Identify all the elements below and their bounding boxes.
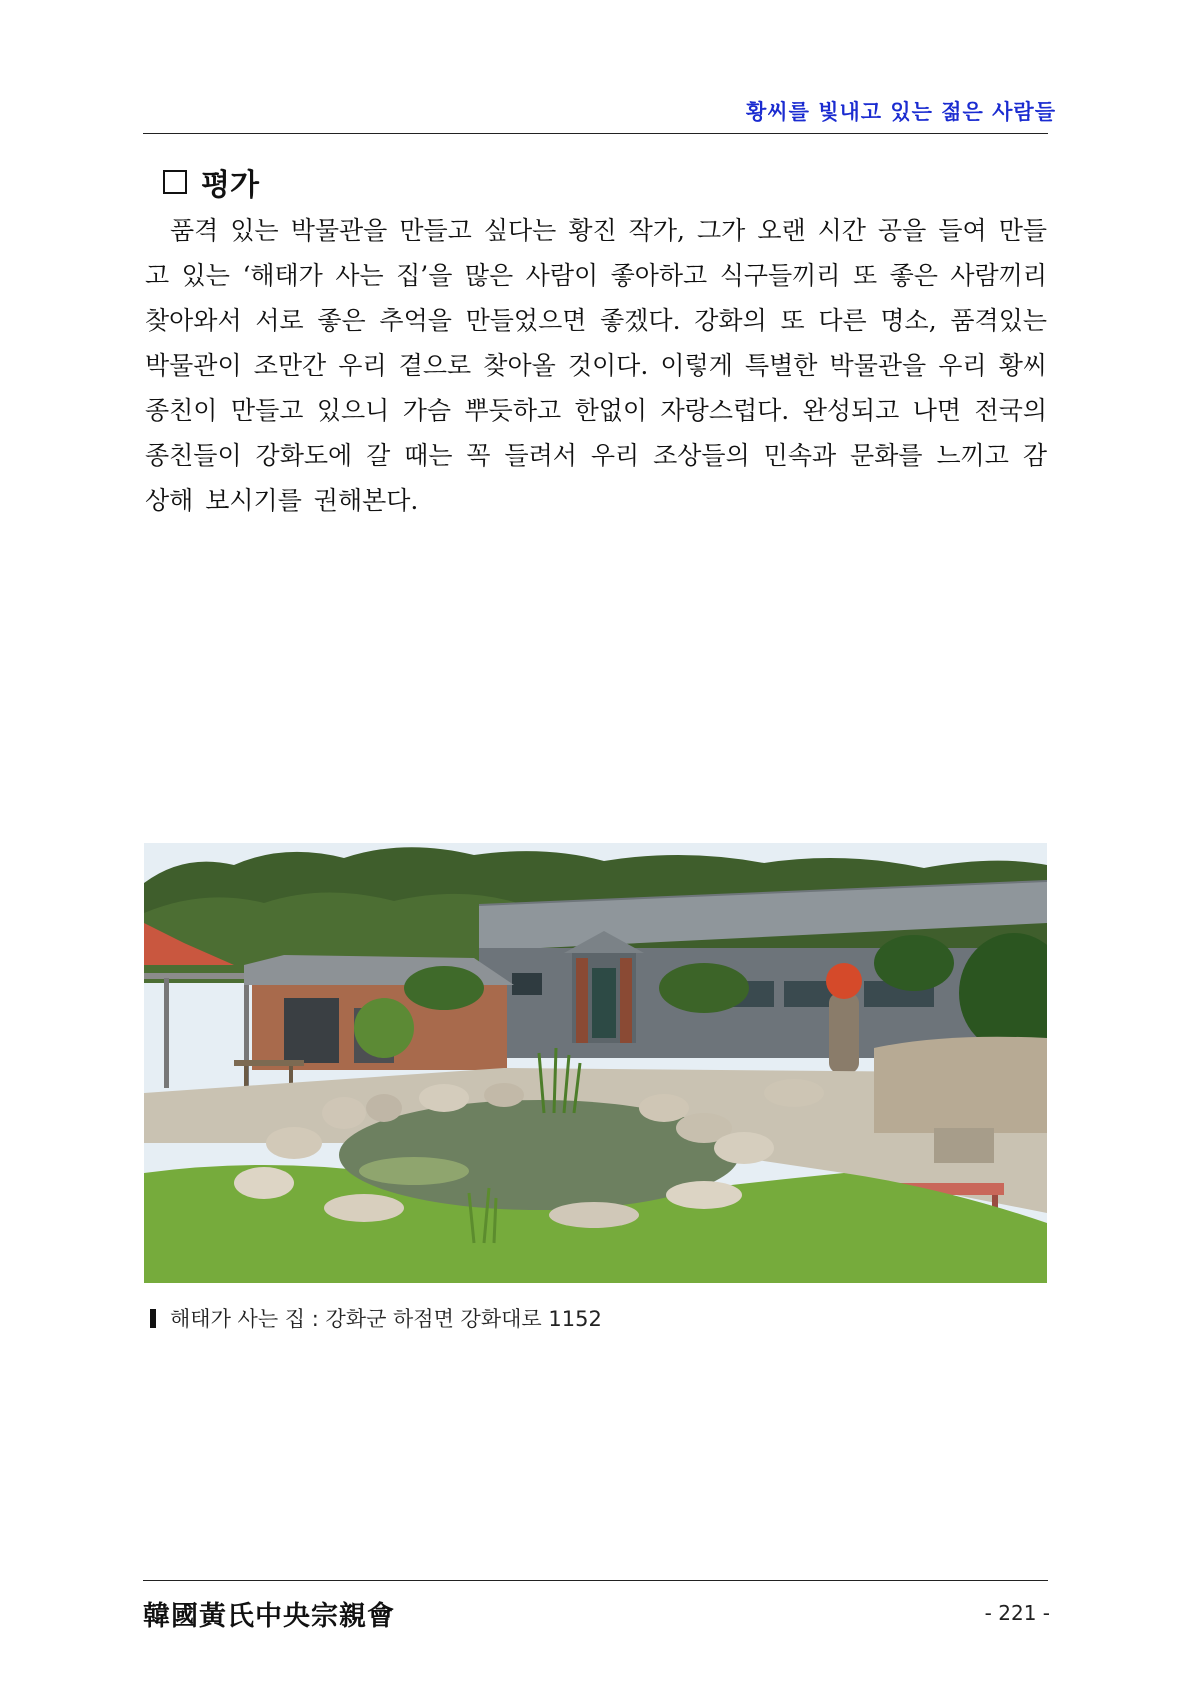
caption-text: 해태가 사는 집 : 강화군 하점면 강화대로 1152 — [170, 1307, 602, 1331]
body-paragraph: 품격 있는 박물관을 만들고 싶다는 황진 작가, 그가 오랜 시간 공을 들여 만들고 있는 ‘해태가 사는 집’을 많은 사람이 좋아하고 식구들끼리 또 좋은 사람끼리 찾아와서 서로 좋은 추억을 만들었으면 좋겠다. 강화의 또 다른 명소, 품격있는 박물관이 조만간 우리 곁으로 찾아올 것이다. 이렇게 특별한 박물관을 우리 황씨 종친이 만들고 있으니 가슴 뿌듯하고 한없이 자랑스럽다. 완성되고 나면 전국의 종친들이 강화도에 갈 때는 꼭 들려서 우리 조상들의 민속과 문화를 느끼고 감상해 보시기를 권해본다. — [145, 216, 1047, 515]
checkbox-icon — [163, 170, 187, 194]
header-rule — [143, 133, 1048, 134]
page-number: - 221 - — [984, 1601, 1050, 1625]
museum-garden-photo — [144, 843, 1047, 1283]
caption-marker-icon — [150, 1309, 156, 1328]
header-title: 황씨를 빛내고 있는 젊은 사람들 — [746, 100, 1056, 124]
photo-caption — [150, 1303, 602, 1333]
footer-rule — [143, 1580, 1048, 1581]
section-title: 평가 — [201, 168, 259, 203]
section-heading — [163, 160, 259, 204]
footer-organization: 韓國黃氏中央宗親會 — [143, 1601, 395, 1632]
